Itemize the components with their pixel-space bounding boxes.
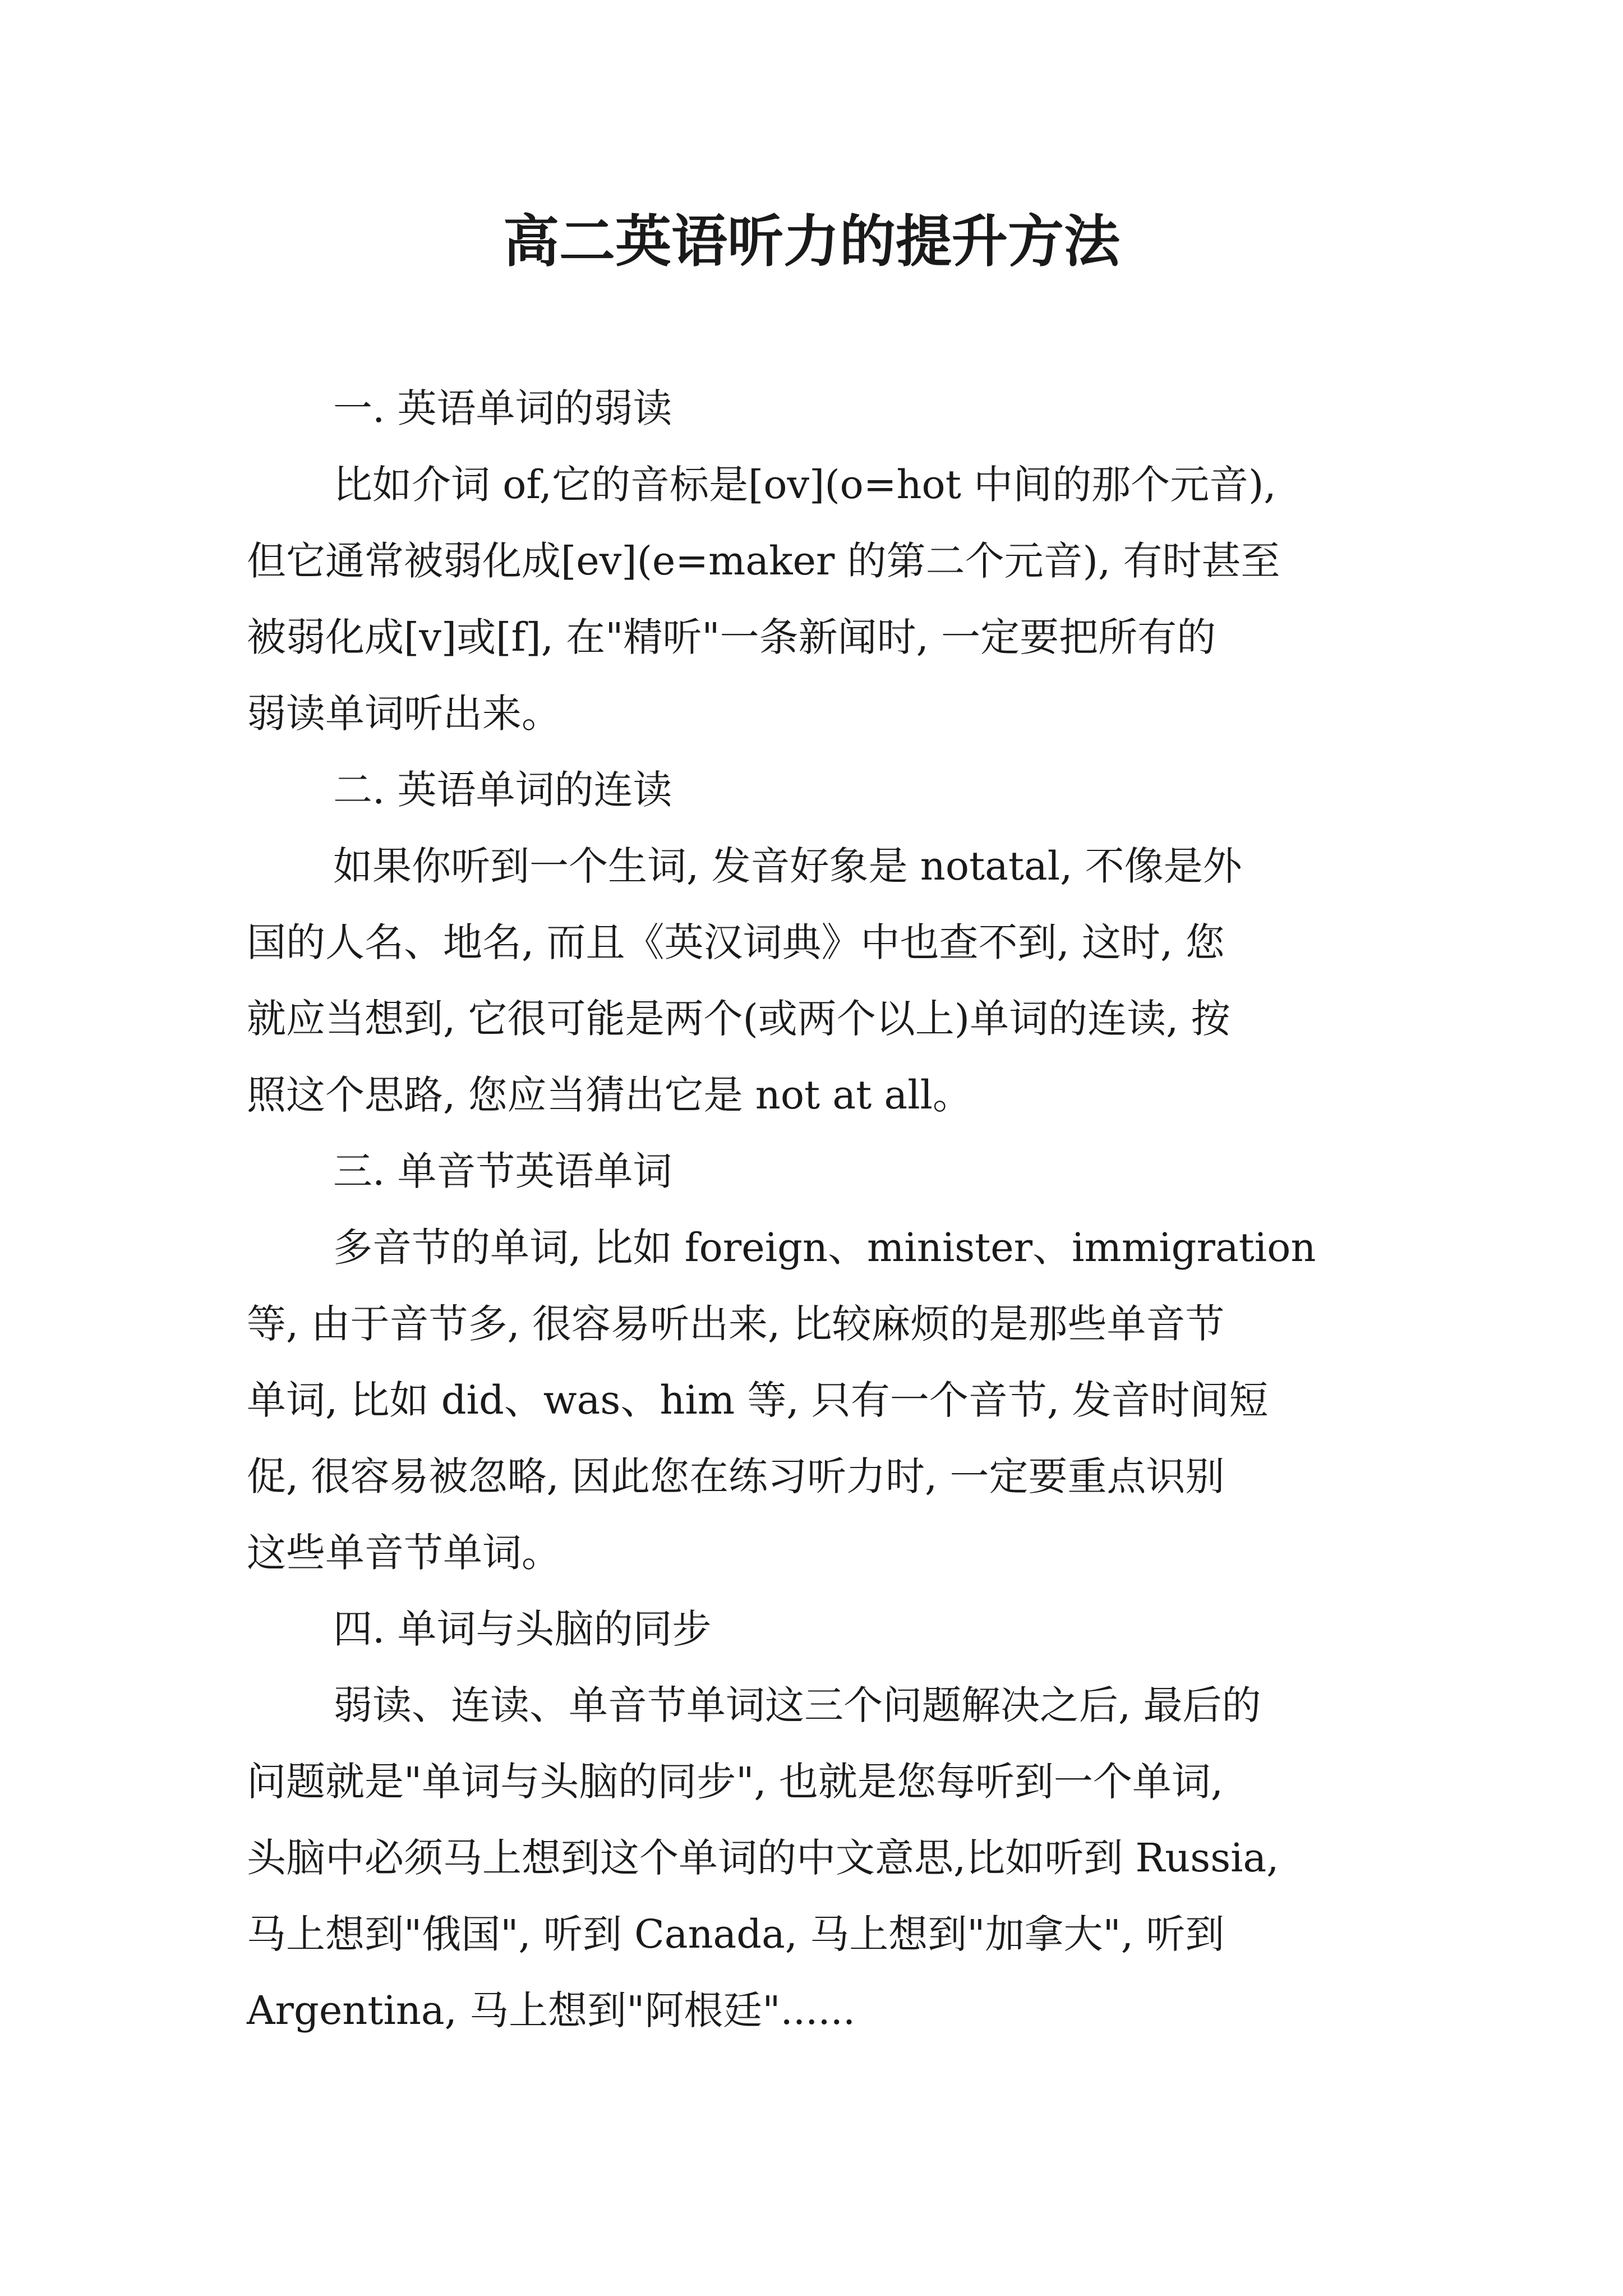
paragraph-line: Argentina, 马上想到"阿根廷"......	[247, 1987, 856, 2033]
section-paragraph	[247, 447, 1413, 752]
paragraph-line: 这些单音节单词。	[247, 1530, 561, 1576]
section-paragraph	[247, 1667, 1413, 2049]
paragraph-line: 如果你听到一个生词, 发音好象是 notatal, 不像是外	[333, 843, 1242, 889]
paragraph-line: 多音节的单词, 比如 foreign、minister、immigration	[333, 1225, 1316, 1271]
paragraph-line: 比如介词 of,它的音标是[ov](o=hot 中间的那个元音),	[333, 462, 1276, 508]
paragraph-line: 弱读、连读、单音节单词这三个问题解决之后, 最后的	[333, 1682, 1261, 1728]
paragraph-line: 单词, 比如 did、was、him 等, 只有一个音节, 发音时间短	[247, 1377, 1269, 1423]
section-weak-reading	[247, 370, 1413, 752]
paragraph-line: 促, 很容易被忽略, 因此您在练习听力时, 一定要重点识别	[247, 1453, 1225, 1499]
paragraph-line: 问题就是"单词与头脑的同步", 也就是您每听到一个单词,	[247, 1759, 1224, 1805]
document-body	[247, 370, 1413, 2049]
paragraph-line: 国的人名、地名, 而且《英汉词典》中也查不到, 这时, 您	[247, 919, 1225, 965]
section-heading: 二. 英语单词的连读	[333, 767, 672, 813]
section-paragraph	[247, 1209, 1413, 1591]
section-heading: 四. 单词与头脑的同步	[333, 1606, 712, 1652]
paragraph-line: 等, 由于音节多, 很容易听出来, 比较麻烦的是那些单音节	[247, 1301, 1225, 1347]
section-linking	[247, 752, 1413, 1133]
section-paragraph	[247, 828, 1413, 1133]
paragraph-line: 头脑中必须马上想到这个单词的中文意思,比如听到 Russia,	[247, 1835, 1279, 1881]
section-monosyllabic	[247, 1133, 1413, 1591]
section-heading: 一. 英语单词的弱读	[333, 385, 672, 431]
document-title: 高二英语听力的提升方法	[503, 208, 1120, 274]
paragraph-line: 照这个思路, 您应当猜出它是 not at all。	[247, 1072, 972, 1118]
section-sync	[247, 1591, 1413, 2049]
section-heading: 三. 单音节英语单词	[333, 1148, 672, 1194]
paragraph-line: 马上想到"俄国", 听到 Canada, 马上想到"加拿大", 听到	[247, 1911, 1225, 1957]
paragraph-line: 就应当想到, 它很可能是两个(或两个以上)单词的连读, 按	[247, 996, 1230, 1042]
paragraph-line: 被弱化成[v]或[f], 在"精听"一条新闻时, 一定要把所有的	[247, 614, 1216, 660]
paragraph-line: 但它通常被弱化成[ev](e=maker 的第二个元音), 有时甚至	[247, 538, 1280, 584]
paragraph-line: 弱读单词听出来。	[247, 691, 561, 737]
